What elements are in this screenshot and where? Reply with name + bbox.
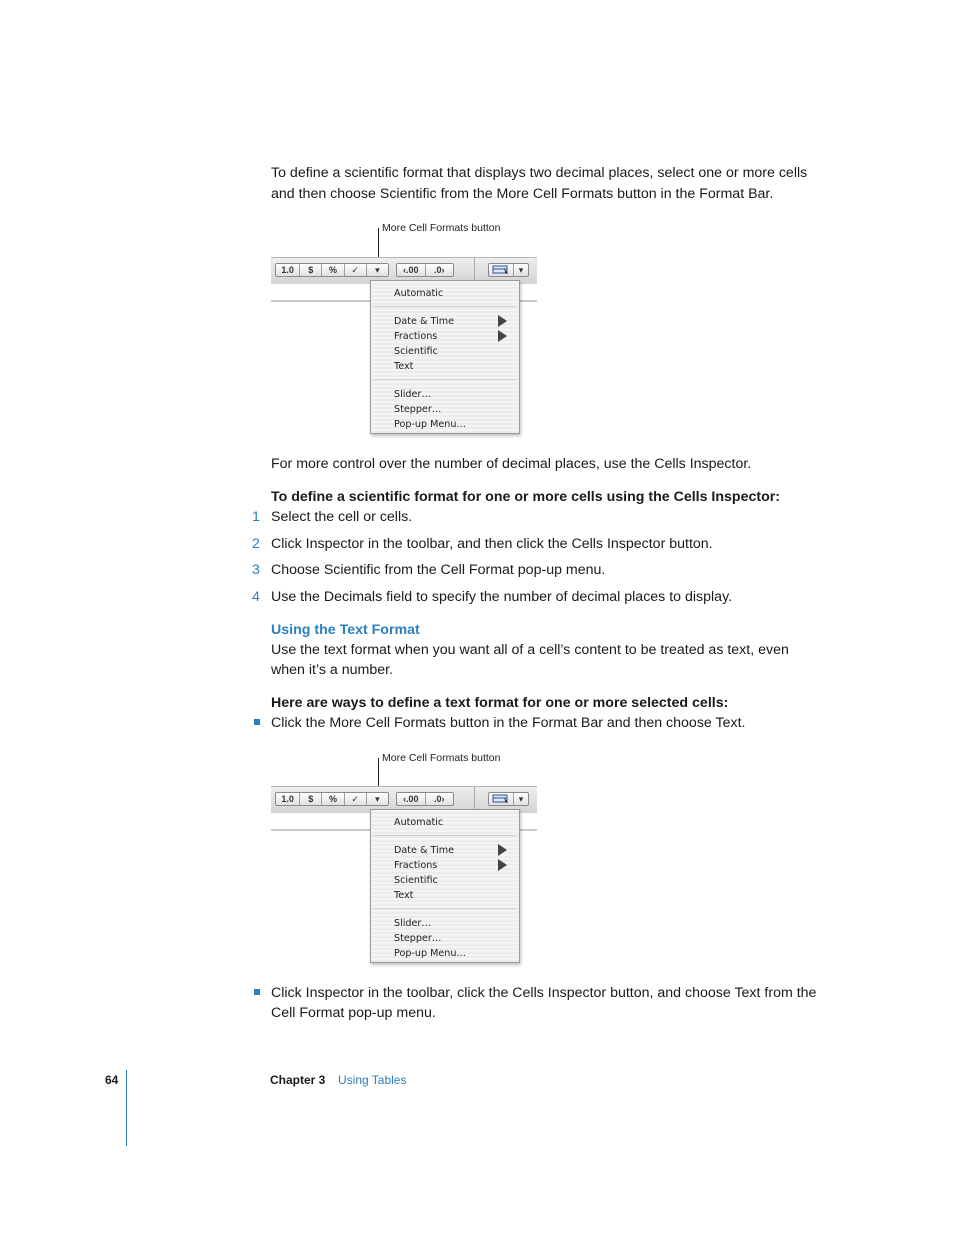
increase-decimals-button[interactable]: .0› — [433, 794, 445, 804]
menu-item-fractions[interactable]: Fractions — [394, 331, 438, 342]
toolbar-divider — [474, 787, 475, 811]
paragraph-cells-inspector: For more control over the number of decimal places, use the Cells Inspector. — [271, 456, 752, 472]
step-number: 4 — [252, 589, 260, 605]
cell-format-buttons — [275, 263, 389, 277]
menu-separator — [373, 379, 517, 380]
footer-rule — [126, 1070, 127, 1146]
section-line-2: when it’s a number. — [271, 662, 393, 678]
step-number: 1 — [252, 509, 260, 525]
menu-item-fractions[interactable]: Fractions — [394, 860, 438, 871]
borders-icon — [489, 264, 514, 276]
percentage-format-button[interactable]: % — [322, 264, 344, 276]
menu-item-date-time[interactable]: Date & Time — [394, 845, 454, 856]
decimal-buttons — [396, 263, 454, 277]
cell-format-buttons — [275, 792, 389, 806]
format-bar-figure-1 — [271, 257, 537, 442]
checkbox-format-button[interactable]: ✓ — [345, 793, 367, 805]
currency-format-button[interactable]: $ — [300, 793, 322, 805]
section-heading: Using the Text Format — [271, 622, 420, 638]
menu-item-popup-menu[interactable]: Pop-up Menu… — [394, 419, 467, 430]
menu-separator — [373, 306, 517, 307]
increase-decimals-button[interactable]: .0› — [433, 265, 445, 275]
bullet-text-2-line-2: Cell Format pop-up menu. — [271, 1005, 436, 1021]
menu-item-scientific[interactable]: Scientific — [394, 875, 438, 886]
menu-item-stepper[interactable]: Stepper… — [394, 404, 442, 415]
number-format-button[interactable]: 1.0 — [276, 264, 300, 276]
bullet-marker — [254, 989, 260, 995]
step-number: 2 — [252, 536, 260, 552]
menu-item-slider[interactable]: Slider… — [394, 389, 431, 400]
step-text: Select the cell or cells. — [271, 509, 413, 525]
chapter-label: Chapter 3 — [270, 1073, 326, 1087]
submenu-arrow-icon — [498, 330, 507, 342]
page-number: 64 — [105, 1073, 119, 1087]
step-text: Use the Decimals field to specify the number of decimal places to display. — [271, 589, 733, 605]
chevron-down-icon: ▾ — [518, 793, 524, 804]
menu-item-text[interactable]: Text — [394, 890, 414, 901]
menu-item-stepper[interactable]: Stepper… — [394, 933, 442, 944]
step-number: 3 — [252, 562, 260, 578]
ways-heading: Here are ways to define a text format for one or more selected cells: — [271, 695, 729, 711]
more-cell-formats-button[interactable]: ▾ — [375, 264, 380, 275]
menu-item-slider[interactable]: Slider… — [394, 918, 431, 929]
number-format-button[interactable]: 1.0 — [276, 793, 300, 805]
checkbox-format-button[interactable]: ✓ — [345, 264, 367, 276]
more-cell-formats-button[interactable]: ▾ — [375, 793, 380, 804]
more-cell-formats-menu — [370, 809, 520, 963]
callout-label: More Cell Formats button — [382, 752, 501, 764]
submenu-arrow-icon — [498, 859, 507, 871]
currency-format-button[interactable]: $ — [300, 264, 322, 276]
section-line-1: Use the text format when you want all of a cell’s content to be treated as text, even — [271, 642, 789, 658]
callout-label: More Cell Formats button — [382, 222, 501, 234]
menu-item-text[interactable]: Text — [394, 361, 414, 372]
borders-icon — [489, 793, 514, 805]
more-cell-formats-menu — [370, 280, 520, 434]
borders-popup-button[interactable] — [488, 263, 529, 277]
menu-item-popup-menu[interactable]: Pop-up Menu… — [394, 948, 467, 959]
menu-separator — [373, 908, 517, 909]
submenu-arrow-icon — [498, 315, 507, 327]
percentage-format-button[interactable]: % — [322, 793, 344, 805]
bullet-text-2-line-1: Click Inspector in the toolbar, click the Cells Inspector button, and choose Text from the — [271, 985, 817, 1001]
toolbar-divider — [474, 258, 475, 282]
intro-line-1: To define a scientific format that displays two decimal places, select one or more cells — [271, 165, 808, 181]
step-text: Choose Scientific from the Cell Format pop-up menu. — [271, 562, 606, 578]
chapter-title-link[interactable]: Using Tables — [338, 1073, 407, 1087]
menu-item-date-time[interactable]: Date & Time — [394, 316, 454, 327]
format-bar-figure-2 — [271, 786, 537, 971]
decimal-buttons — [396, 792, 454, 806]
task-heading: To define a scientific format for one or more cells using the Cells Inspector: — [271, 489, 781, 505]
decrease-decimals-button[interactable]: ‹.00 — [397, 793, 426, 805]
step-text: Click Inspector in the toolbar, and then click the Cells Inspector button. — [271, 536, 713, 552]
bullet-text-1: Click the More Cell Formats button in the Format Bar and then choose Text. — [271, 715, 746, 731]
borders-popup-button[interactable] — [488, 792, 529, 806]
intro-line-2: and then choose Scientific from the More Cell Formats button in the Format Bar. — [271, 186, 774, 202]
menu-separator — [373, 835, 517, 836]
menu-item-automatic[interactable]: Automatic — [394, 288, 444, 299]
bullet-marker — [254, 719, 260, 725]
menu-item-scientific[interactable]: Scientific — [394, 346, 438, 357]
submenu-arrow-icon — [498, 844, 507, 856]
menu-item-automatic[interactable]: Automatic — [394, 817, 444, 828]
chevron-down-icon: ▾ — [518, 264, 524, 275]
decrease-decimals-button[interactable]: ‹.00 — [397, 264, 426, 276]
